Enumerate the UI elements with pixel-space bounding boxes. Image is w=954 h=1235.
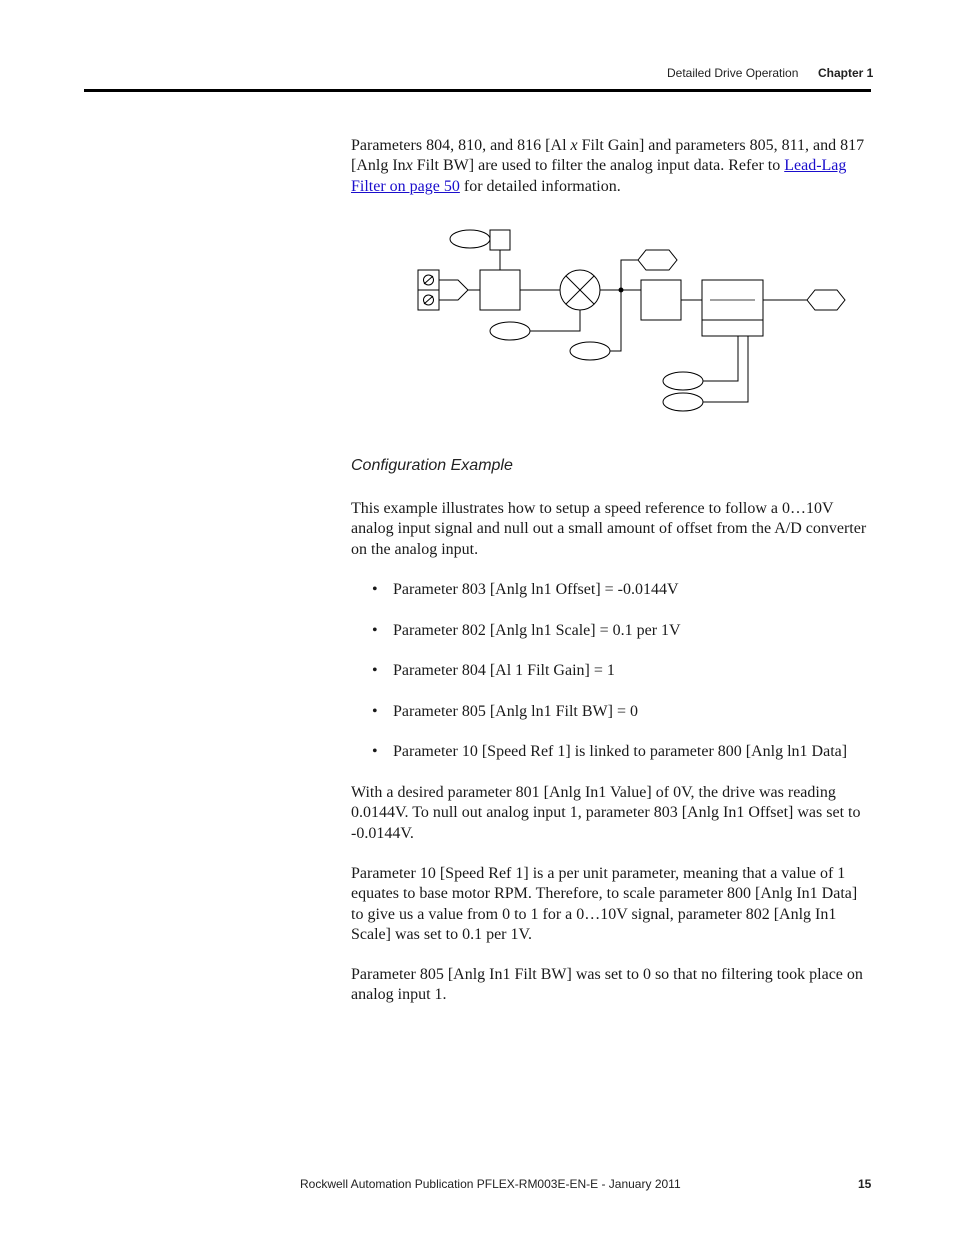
list-item: • Parameter 10 [Speed Ref 1] is linked to parameter 800 [Anlg ln1 Data] [372,743,848,760]
list-item: • Parameter 802 [Anlg ln1 Scale] = 0.1 per 1V [372,622,681,639]
analog-input-block-diagram [410,222,880,418]
header-chapter-label: Chapter 1 [818,66,874,80]
filter-gain-ellipse [663,372,703,390]
header-rule [84,89,871,92]
example-intro-paragraph: This example illustrates how to setup a speed reference to follow a 0…10V analog input signal and null out a small amount of offset from the A/D converter on the analog input. [351,500,867,558]
data-output-hexagon [807,290,845,310]
list-item: • Parameter 803 [Anlg ln1 Offset] = -0.0144V [372,581,679,598]
header-section-title: Detailed Drive Operation [667,66,799,80]
input-arrow [439,280,468,300]
filter-block [641,280,681,320]
intro-paragraph: Parameters 804, 810, and 816 [Al x Filt Gain] and parameters 805, 811, and 817 [Anlg Inx Filt BW] are used to filter the analog input data. Refer to Lead-Lag Filter on page 50 for detailed information. [351,137,865,195]
lead-lag-block [702,280,763,336]
lead-lag-filter-link[interactable]: Lead-Lag Filter on page 50 [351,157,847,195]
parameter-ellipse [450,230,490,248]
output-hexagon [638,250,677,270]
page-number: 15 [858,1177,872,1191]
section-title: Configuration Example [351,457,513,474]
filter-paragraph: Parameter 805 [Anlg In1 Filt BW] was set to 0 so that no filtering took place on analog input 1. [351,966,863,1004]
parameter-ellipse [490,322,530,340]
offset-block [480,270,520,310]
list-item: • Parameter 805 [Anlg ln1 Filt BW] = 0 [372,703,638,720]
footer-publication: Rockwell Automation Publication PFLEX-RM003E-EN-E - January 2011 [300,1177,681,1191]
filter-bw-ellipse [663,393,703,411]
offset-paragraph: With a desired parameter 801 [Anlg In1 Value] of 0V, the drive was reading 0.0144V. To null out analog input 1, parameter 803 [Anlg In1 Offset] was set to -0.0144V. [351,784,861,842]
parameter-ellipse [570,342,610,360]
scale-paragraph: Parameter 10 [Speed Ref 1] is a per unit parameter, meaning that a value of 1 equates to base motor RPM. Therefore, to scale parameter 800 [Anlg In1 Data] to give us a value from 0 to 1 for a 0…10V signal, parameter 802 [Anlg In1 Scale] was set to 0.1 per 1V. [351,865,858,944]
list-item: • Parameter 804 [Al 1 Filt Gain] = 1 [372,662,615,679]
small-box [490,230,510,250]
